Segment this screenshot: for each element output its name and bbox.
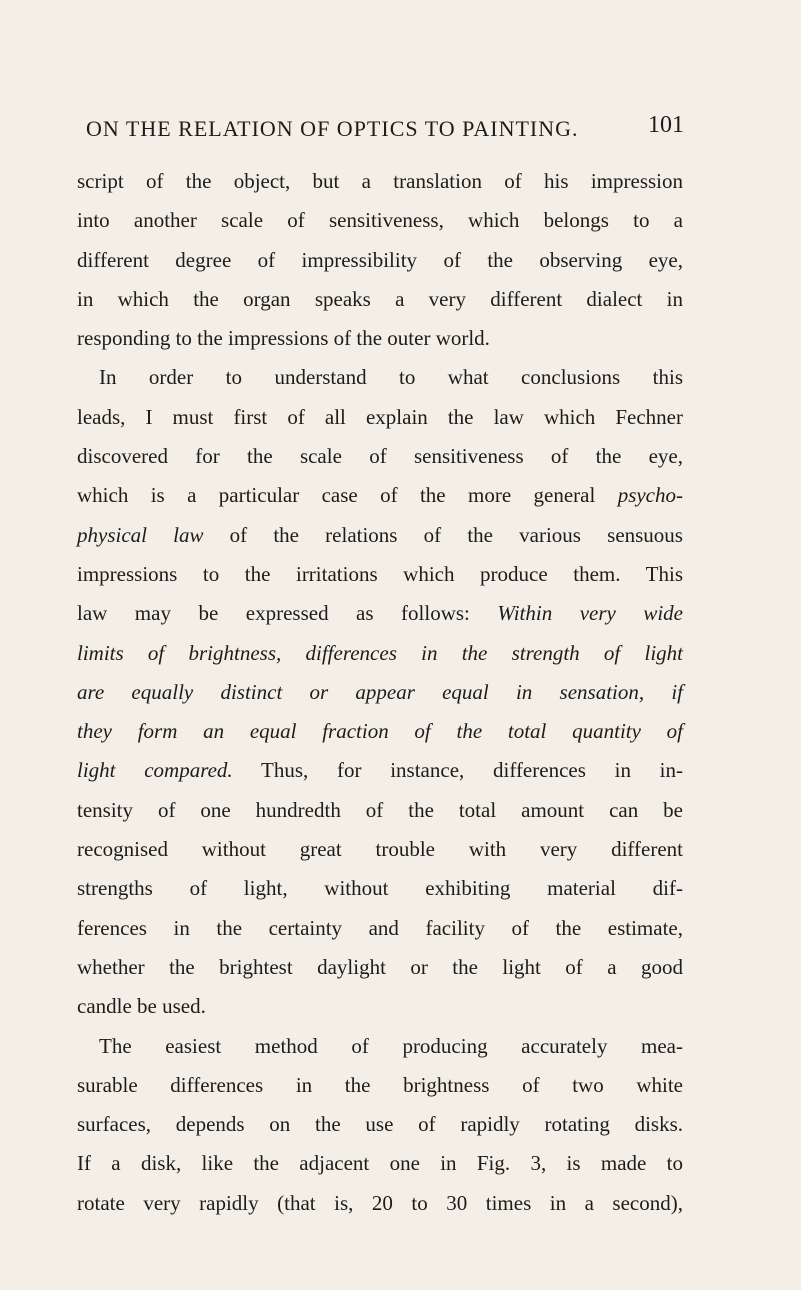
text-line <box>77 673 683 712</box>
text-line: responding to the impressions of the outer world. <box>77 326 490 351</box>
text-line: impressions to the irritations which produce them. This <box>77 561 683 586</box>
text-line: discovered for the scale of sensitiveness of the eye, <box>77 444 683 469</box>
italic-run: light compared. <box>77 758 233 783</box>
text-line: script of the object, but a translation of his impression <box>77 169 683 193</box>
text-line <box>77 712 683 751</box>
text-line: candle be used. <box>77 994 206 1019</box>
text-line: If a disk, like the adjacent one in Fig. 3, is made to <box>77 1151 683 1176</box>
text-line: ferences in the certainty and facility of the estimate, <box>77 915 683 940</box>
italic-run: psycho- <box>617 483 683 508</box>
italic-run: are equally distinct or appear equal in sensation, if <box>77 679 683 704</box>
text-line: strengths of light, without exhibiting material dif- <box>77 876 683 901</box>
italic-run: Within very wide <box>497 601 684 626</box>
running-title: ON THE RELATION OF OPTICS TO PAINTING. <box>86 116 579 141</box>
text-run: Thus, for instance, differences in in- <box>232 758 683 783</box>
text-line <box>77 516 683 555</box>
text-line: leads, I must first of all explain the law which Fechner <box>77 404 683 429</box>
text-line: whether the brightest daylight or the light of a good <box>77 954 683 979</box>
text-line: surable differences in the brightness of two white <box>77 1072 683 1097</box>
text-line: In order to understand to what conclusions this <box>99 365 683 390</box>
text-line <box>77 634 683 673</box>
text-line <box>77 476 683 515</box>
text-line: in which the organ speaks a very different dialect in <box>77 286 683 311</box>
text-line: tensity of one hundredth of the total amount can be <box>77 797 683 822</box>
text-line: rotate very rapidly (that is, 20 to 30 times in a second), <box>77 1190 683 1215</box>
text-line: surfaces, depends on the use of rapidly rotating disks. <box>77 1112 683 1137</box>
text-run: of the relations of the various sensuous <box>203 522 683 547</box>
text-line: The easiest method of producing accurately mea- <box>99 1033 683 1058</box>
running-head <box>86 112 684 148</box>
text-line: different degree of impressibility of the observing eye, <box>77 247 683 272</box>
text-line: into another scale of sensitiveness, which belongs to a <box>77 208 683 233</box>
italic-run: they form an equal fraction of the total quantity of <box>77 719 683 744</box>
page-number: 101 <box>648 112 684 138</box>
text-line <box>77 594 683 633</box>
text-line <box>77 751 683 790</box>
italic-run: physical law <box>77 522 204 547</box>
text-run: law may be expressed as follows: <box>77 601 470 626</box>
italic-run: limits of brightness, differences in the strength of light <box>77 640 683 665</box>
text-line: recognised without great trouble with very different <box>77 837 683 862</box>
body-text <box>77 162 683 1223</box>
text-run: which is a particular case of the more general <box>77 483 596 508</box>
